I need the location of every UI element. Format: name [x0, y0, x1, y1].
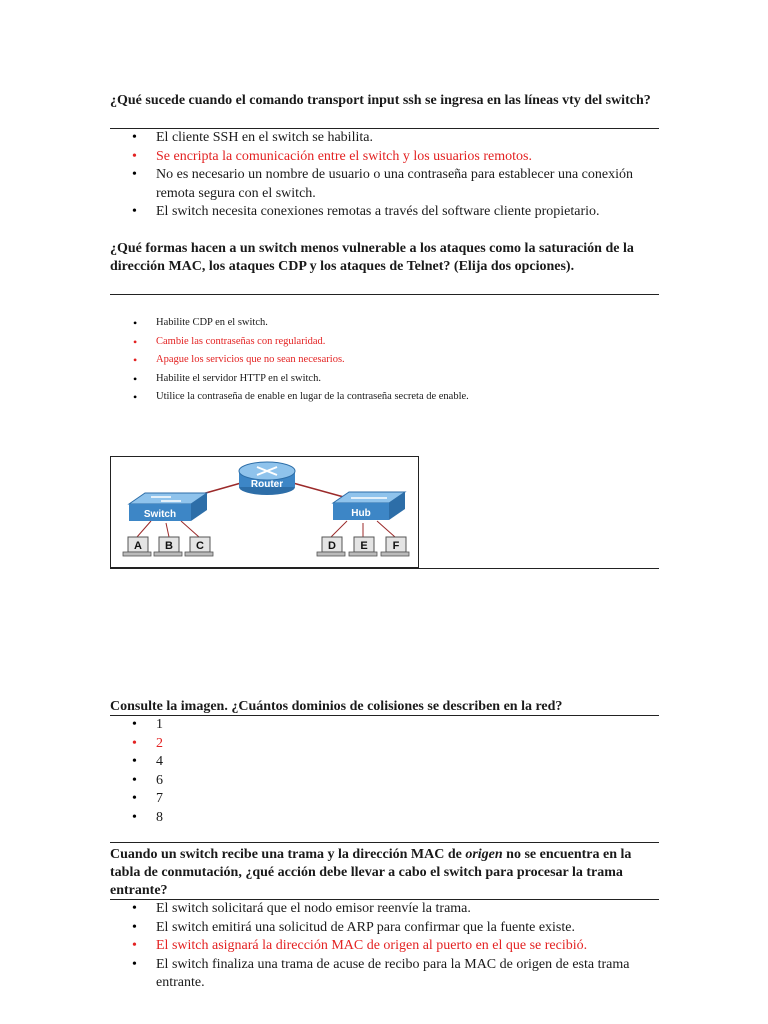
- host-a-label: A: [134, 540, 142, 552]
- answer-option: • El switch necesita conexiones remotas a través del software cliente propietario.: [110, 203, 658, 222]
- question-1-options: [110, 129, 658, 222]
- link-switch-b: [166, 523, 169, 537]
- answer-option: • 2: [110, 735, 658, 754]
- answer-option: • 8: [110, 809, 658, 828]
- question-4: [110, 846, 658, 900]
- answer-option: • El switch emitirá una solicitud de ARP para confirmar que la fuente existe.: [110, 919, 658, 938]
- answer-option: • 6: [110, 772, 658, 791]
- answer-option: • Cambie las contraseñas con regularidad.: [110, 333, 658, 352]
- answer-option: • 7: [110, 790, 658, 809]
- answer-option: • Habilite CDP en el switch.: [110, 314, 658, 333]
- answer-option: • 4: [110, 753, 658, 772]
- hub-label: Hub: [351, 508, 371, 519]
- answer-option: • Apague los servicios que no sean necesarios.: [110, 351, 658, 370]
- host-d-icon: [317, 537, 345, 556]
- answer-option: • No es necesario un nombre de usuario o una contraseña para establecer una conexión remota segura con el switch.: [110, 166, 658, 203]
- hub-icon: [333, 492, 405, 520]
- router-icon: [239, 462, 295, 495]
- host-a-icon: [123, 537, 151, 556]
- figure-divider: [110, 568, 659, 569]
- question-4-top-divider: [110, 842, 659, 843]
- host-e-label: E: [360, 540, 368, 552]
- router-label: Router: [250, 479, 284, 490]
- question-3-options: [110, 716, 658, 827]
- host-f-icon: [381, 537, 409, 556]
- answer-option: • El cliente SSH en el switch se habilita.: [110, 129, 658, 148]
- host-c-label: C: [196, 540, 204, 552]
- link-switch-a: [137, 521, 151, 537]
- host-f-label: F: [392, 540, 400, 552]
- link-switch-c: [181, 521, 199, 537]
- link-hub-d: [331, 521, 347, 537]
- host-e-icon: [349, 537, 377, 556]
- switch-label: Switch: [143, 509, 177, 520]
- link-hub-f: [377, 521, 395, 537]
- host-b-label: B: [165, 540, 173, 552]
- answer-option: • 1: [110, 716, 658, 735]
- question-2-divider: [110, 294, 659, 295]
- network-diagram: [110, 456, 419, 568]
- answer-option: • Utilice la contraseña de enable en lugar de la contraseña secreta de enable.: [110, 388, 658, 407]
- question-4-text-before: Cuando un switch recibe una trama y la dirección MAC de: [110, 847, 466, 862]
- answer-option: • Habilite el servidor HTTP en el switch.: [110, 370, 658, 389]
- host-c-icon: [185, 537, 213, 556]
- host-b-icon: [154, 537, 182, 556]
- answer-option: • El switch solicitará que el nodo emisor reenvíe la trama.: [110, 900, 658, 919]
- answer-option: • Se encripta la comunicación entre el switch y los usuarios remotos.: [110, 148, 658, 167]
- answer-option: • El switch finaliza una trama de acuse de recibo para la MAC de origen de esta trama entrante.: [110, 956, 658, 993]
- answer-option: • El switch asignará la dirección MAC de origen al puerto en el que se recibió.: [110, 937, 658, 956]
- switch-icon: [129, 493, 207, 521]
- network-diagram-svg: [111, 457, 417, 566]
- question-3: Consulte la imagen. ¿Cuántos dominios de colisiones se describen en la red?: [110, 699, 563, 714]
- question-4-options: [110, 900, 658, 993]
- question-1: ¿Qué sucede cuando el comando transport input ssh se ingresa en las líneas vty del switch?: [110, 93, 651, 108]
- question-2: ¿Qué formas hacen a un switch menos vulnerable a los ataques como la saturación de la dirección MAC, los ataques CDP y los ataques de Telnet? (Elija dos opciones).: [110, 241, 634, 274]
- question-2-options: [110, 314, 658, 407]
- question-4-text-after: no se encuentra en la tabla de conmutación, ¿qué acción debe llevar a cabo el switch para procesar la trama entrante?: [110, 847, 632, 898]
- host-d-label: D: [328, 540, 336, 552]
- question-4-emphasis: origen: [465, 847, 503, 862]
